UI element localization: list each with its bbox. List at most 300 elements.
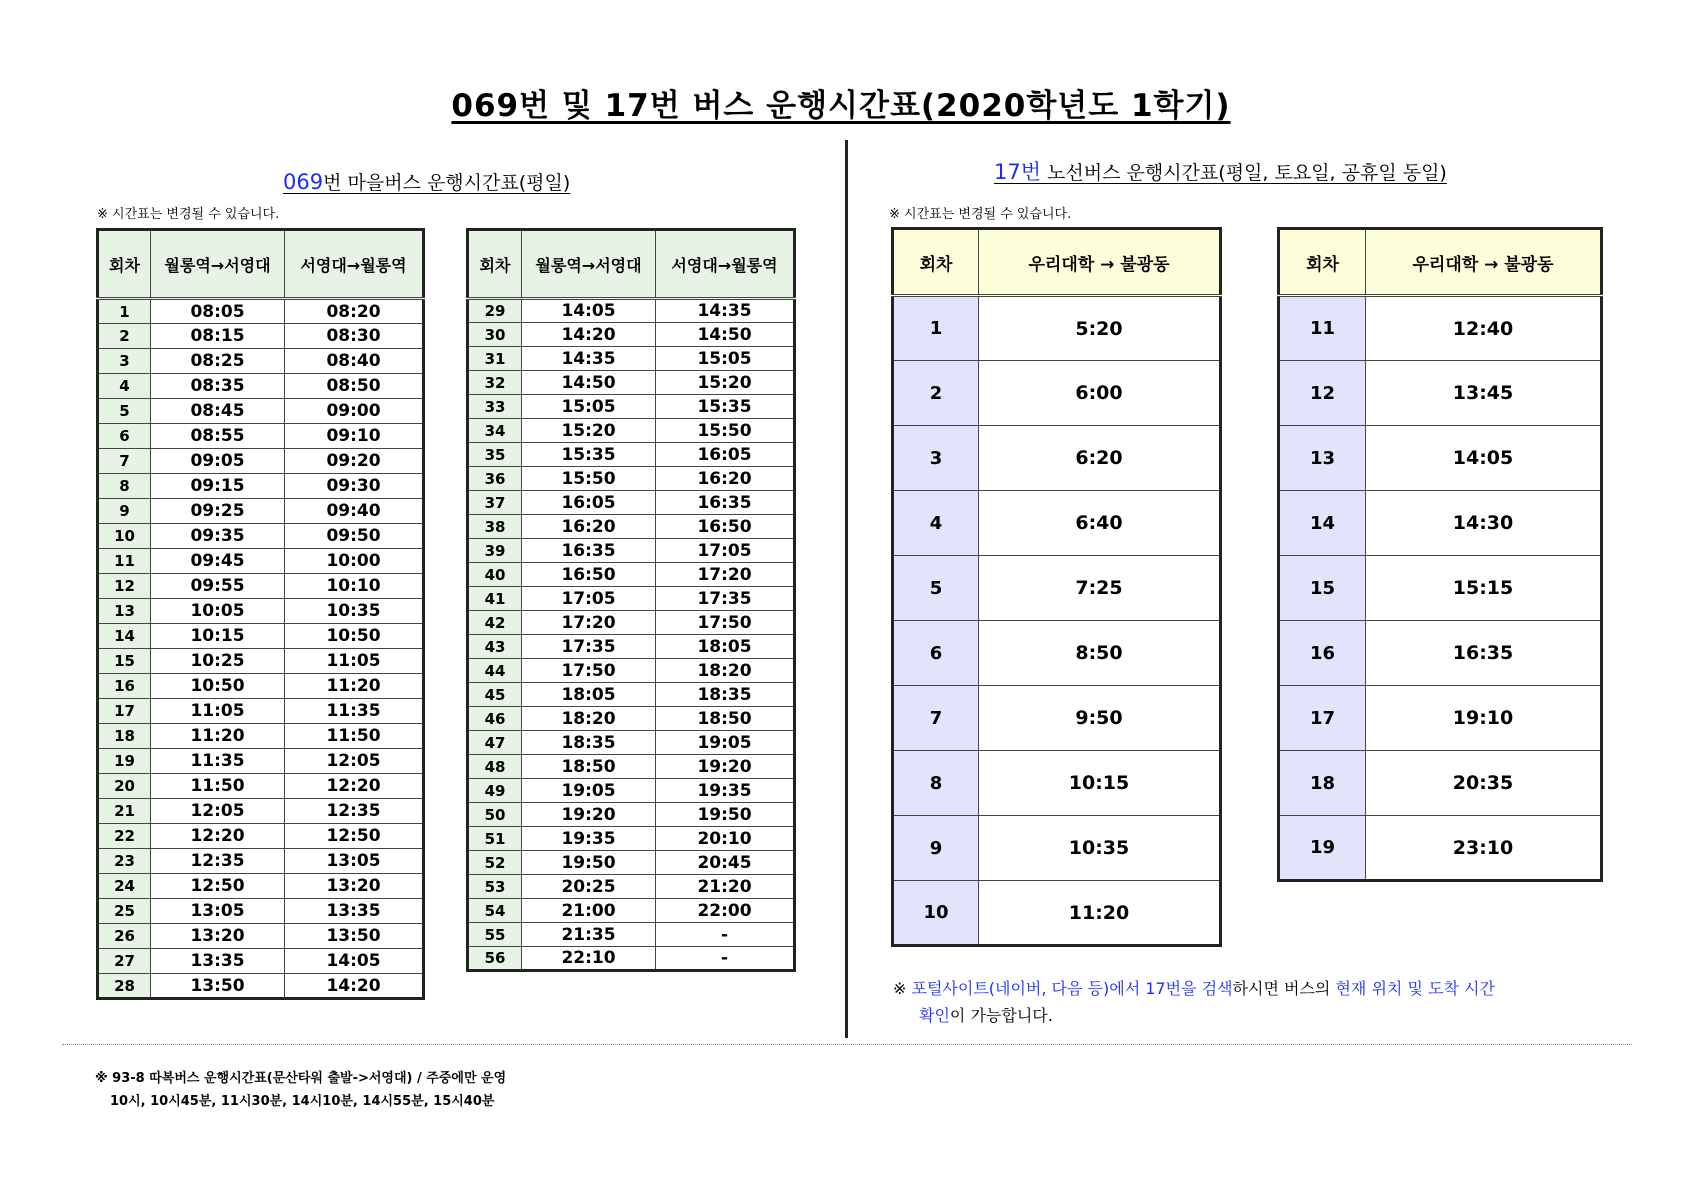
time-cell: 14:35: [522, 347, 656, 371]
time-cell: 15:50: [522, 467, 656, 491]
table-row: [98, 574, 424, 599]
round-cell: 43: [468, 635, 522, 659]
time-cell: 10:10: [285, 574, 424, 599]
table-row: [468, 443, 795, 467]
bus069-table-left: [96, 228, 425, 1000]
table-row: [1279, 296, 1602, 361]
table-row: [98, 549, 424, 574]
table-row: [98, 874, 424, 899]
table-row: [98, 924, 424, 949]
table-row: [468, 755, 795, 779]
bus17-title-rest: 노선버스 운행시간표(평일, 토요일, 공휴일 동일): [1041, 162, 1447, 184]
note-possible: 이 가능합니다.: [949, 1006, 1053, 1025]
time-cell: 14:20: [285, 974, 424, 999]
time-cell: 12:35: [151, 849, 285, 874]
time-cell: 10:50: [285, 624, 424, 649]
header-round: 회차: [893, 229, 979, 296]
time-cell: 6:40: [979, 491, 1221, 556]
time-cell: 22:00: [656, 899, 795, 923]
time-cell: 15:20: [656, 371, 795, 395]
time-cell: 19:10: [1366, 686, 1602, 751]
round-cell: 30: [468, 323, 522, 347]
round-cell: 53: [468, 875, 522, 899]
table-row: [893, 686, 1221, 751]
round-cell: 9: [893, 816, 979, 881]
round-cell: 5: [893, 556, 979, 621]
round-cell: 49: [468, 779, 522, 803]
round-cell: 20: [98, 774, 151, 799]
time-cell: 16:35: [656, 491, 795, 515]
round-cell: 26: [98, 924, 151, 949]
time-cell: 09:05: [151, 449, 285, 474]
table-row: [98, 299, 424, 324]
table-row: [98, 424, 424, 449]
time-cell: 18:05: [656, 635, 795, 659]
time-cell: 11:35: [151, 749, 285, 774]
table-row: [468, 299, 795, 323]
time-cell: 12:05: [285, 749, 424, 774]
time-cell: 16:35: [522, 539, 656, 563]
time-cell: 17:20: [522, 611, 656, 635]
table-row: [468, 779, 795, 803]
table-row: [98, 374, 424, 399]
table-row: [98, 674, 424, 699]
time-cell: 08:15: [151, 324, 285, 349]
time-cell: 19:05: [522, 779, 656, 803]
table-row: [98, 649, 424, 674]
time-cell: 11:50: [285, 724, 424, 749]
time-cell: 15:20: [522, 419, 656, 443]
footer-note: [95, 1067, 506, 1113]
time-cell: 09:30: [285, 474, 424, 499]
table-row: [1279, 556, 1602, 621]
time-cell: 10:50: [151, 674, 285, 699]
time-cell: 11:05: [151, 699, 285, 724]
time-cell: 8:50: [979, 621, 1221, 686]
table-row: [98, 899, 424, 924]
table-row: [98, 349, 424, 374]
table-row: [1279, 426, 1602, 491]
round-cell: 25: [98, 899, 151, 924]
round-cell: 35: [468, 443, 522, 467]
time-cell: 18:35: [656, 683, 795, 707]
section-divider: [845, 140, 848, 1038]
table-row: [893, 361, 1221, 426]
round-cell: 8: [893, 751, 979, 816]
table-row: [468, 347, 795, 371]
table-row: [98, 449, 424, 474]
round-cell: 44: [468, 659, 522, 683]
time-cell: 08:35: [151, 374, 285, 399]
time-cell: 13:35: [151, 949, 285, 974]
round-cell: 11: [98, 549, 151, 574]
time-cell: 12:35: [285, 799, 424, 824]
table-row: [893, 751, 1221, 816]
time-cell: 16:50: [656, 515, 795, 539]
time-cell: 17:35: [522, 635, 656, 659]
round-cell: 11: [1279, 296, 1366, 361]
round-cell: 19: [1279, 816, 1366, 881]
time-cell: 08:30: [285, 324, 424, 349]
table-row: [98, 949, 424, 974]
time-cell: 20:10: [656, 827, 795, 851]
round-cell: 15: [1279, 556, 1366, 621]
bus069-title-rest: 번 마을버스 운행시간표(평일): [323, 172, 571, 194]
round-cell: 47: [468, 731, 522, 755]
round-cell: 5: [98, 399, 151, 424]
table-row: [98, 624, 424, 649]
round-cell: 10: [893, 881, 979, 946]
round-cell: 13: [98, 599, 151, 624]
table-row: [98, 724, 424, 749]
round-cell: 12: [1279, 361, 1366, 426]
round-cell: 15: [98, 649, 151, 674]
time-cell: 18:20: [522, 707, 656, 731]
round-cell: 39: [468, 539, 522, 563]
page-title: 069번 및 17번 버스 운행시간표(2020학년도 1학기): [451, 88, 1231, 124]
round-cell: 14: [1279, 491, 1366, 556]
header-round: 회차: [1279, 229, 1366, 296]
table-row: [893, 556, 1221, 621]
time-cell: 15:15: [1366, 556, 1602, 621]
table-row: [468, 659, 795, 683]
round-cell: 6: [893, 621, 979, 686]
table-row: [98, 399, 424, 424]
round-cell: 54: [468, 899, 522, 923]
round-cell: 40: [468, 563, 522, 587]
time-cell: 5:20: [979, 296, 1221, 361]
time-cell: 18:05: [522, 683, 656, 707]
round-cell: 28: [98, 974, 151, 999]
time-cell: 10:15: [151, 624, 285, 649]
table-row: [893, 881, 1221, 946]
time-cell: 23:10: [1366, 816, 1602, 881]
round-cell: 1: [893, 296, 979, 361]
table-row: [468, 611, 795, 635]
time-cell: 09:25: [151, 499, 285, 524]
table-row: [468, 947, 795, 971]
time-cell: 08:05: [151, 299, 285, 324]
table-row: [98, 699, 424, 724]
time-cell: 15:50: [656, 419, 795, 443]
time-cell: 09:10: [285, 424, 424, 449]
bus069-title: [283, 168, 570, 195]
time-cell: 17:35: [656, 587, 795, 611]
time-cell: 17:20: [656, 563, 795, 587]
portal-search-note: [893, 975, 1603, 1029]
time-cell: 12:20: [285, 774, 424, 799]
time-cell: 15:05: [656, 347, 795, 371]
round-cell: 16: [1279, 621, 1366, 686]
table-row: [468, 731, 795, 755]
time-cell: 15:35: [656, 395, 795, 419]
time-cell: 19:35: [656, 779, 795, 803]
round-cell: 13: [1279, 426, 1366, 491]
footer-line-1: ※ 93-8 따복버스 운행시간표(문산타워 출발->서영대) / 주중에만 운영: [95, 1071, 507, 1086]
dotted-separator: [62, 1044, 1632, 1045]
table-row: [468, 563, 795, 587]
table-row: [98, 824, 424, 849]
bus17-title-number: 17번: [994, 160, 1042, 184]
round-cell: 16: [98, 674, 151, 699]
table-row: [468, 323, 795, 347]
round-cell: 41: [468, 587, 522, 611]
time-cell: 10:15: [979, 751, 1221, 816]
time-cell: 14:30: [1366, 491, 1602, 556]
time-cell: 08:20: [285, 299, 424, 324]
round-cell: 27: [98, 949, 151, 974]
header-round: 회차: [98, 230, 151, 299]
table-row: [468, 827, 795, 851]
time-cell: -: [656, 923, 795, 947]
table-row: [893, 621, 1221, 686]
round-cell: 56: [468, 947, 522, 971]
round-cell: 33: [468, 395, 522, 419]
round-cell: 31: [468, 347, 522, 371]
time-cell: 9:50: [979, 686, 1221, 751]
header-round: 회차: [468, 230, 522, 299]
header-univ-to-bulgwang: 우리대학 → 불광동: [979, 229, 1221, 296]
round-cell: 48: [468, 755, 522, 779]
round-cell: 1: [98, 299, 151, 324]
table-row: [98, 599, 424, 624]
table-row: [1279, 361, 1602, 426]
time-cell: 16:20: [656, 467, 795, 491]
table-row: [1279, 751, 1602, 816]
time-cell: 13:35: [285, 899, 424, 924]
round-cell: 18: [98, 724, 151, 749]
time-cell: 22:10: [522, 947, 656, 971]
time-cell: 13:50: [285, 924, 424, 949]
time-cell: 16:05: [522, 491, 656, 515]
time-cell: 08:25: [151, 349, 285, 374]
round-cell: 6: [98, 424, 151, 449]
time-cell: 08:40: [285, 349, 424, 374]
time-cell: 14:05: [1366, 426, 1602, 491]
table-row: [468, 539, 795, 563]
round-cell: 18: [1279, 751, 1366, 816]
round-cell: 12: [98, 574, 151, 599]
table-row: [98, 499, 424, 524]
time-cell: 13:20: [285, 874, 424, 899]
round-cell: 38: [468, 515, 522, 539]
time-cell: 08:45: [151, 399, 285, 424]
note-mark: ※: [893, 979, 912, 998]
bus17-title: [994, 156, 1447, 186]
round-cell: 36: [468, 467, 522, 491]
table-row: [893, 816, 1221, 881]
time-cell: -: [656, 947, 795, 971]
time-cell: 13:50: [151, 974, 285, 999]
time-cell: 15:35: [522, 443, 656, 467]
time-cell: 20:45: [656, 851, 795, 875]
round-cell: 42: [468, 611, 522, 635]
time-cell: 19:05: [656, 731, 795, 755]
round-cell: 21: [98, 799, 151, 824]
table-row: [468, 851, 795, 875]
time-cell: 17:05: [522, 587, 656, 611]
bus069-notice: ※ 시간표는 변경될 수 있습니다.: [97, 207, 280, 222]
header-seoyoung-to-wollong: 서영대→월롱역: [656, 230, 795, 299]
note-realtime: 현재 위치 및 도착 시간: [1335, 979, 1495, 998]
table-row: [468, 707, 795, 731]
table-row: [468, 467, 795, 491]
table-row: [98, 524, 424, 549]
time-cell: 19:50: [522, 851, 656, 875]
round-cell: 3: [893, 426, 979, 491]
time-cell: 12:05: [151, 799, 285, 824]
time-cell: 08:55: [151, 424, 285, 449]
time-cell: 14:20: [522, 323, 656, 347]
time-cell: 7:25: [979, 556, 1221, 621]
time-cell: 10:35: [979, 816, 1221, 881]
time-cell: 14:50: [656, 323, 795, 347]
round-cell: 24: [98, 874, 151, 899]
time-cell: 18:20: [656, 659, 795, 683]
bus17-table-left: [891, 227, 1222, 947]
table-row: [893, 426, 1221, 491]
header-wollong-to-seoyoung: 월롱역→서영대: [151, 230, 285, 299]
table-row: [98, 324, 424, 349]
round-cell: 17: [1279, 686, 1366, 751]
time-cell: 6:00: [979, 361, 1221, 426]
table-row: [1279, 491, 1602, 556]
header-univ-to-bulgwang: 우리대학 → 불광동: [1366, 229, 1602, 296]
time-cell: 09:50: [285, 524, 424, 549]
round-cell: 51: [468, 827, 522, 851]
time-cell: 17:05: [656, 539, 795, 563]
time-cell: 09:00: [285, 399, 424, 424]
table-row: [468, 395, 795, 419]
round-cell: 45: [468, 683, 522, 707]
time-cell: 12:50: [285, 824, 424, 849]
table-row: [468, 899, 795, 923]
time-cell: 11:20: [151, 724, 285, 749]
time-cell: 12:40: [1366, 296, 1602, 361]
round-cell: 34: [468, 419, 522, 443]
time-cell: 10:25: [151, 649, 285, 674]
time-cell: 13:05: [151, 899, 285, 924]
time-cell: 10:05: [151, 599, 285, 624]
table-row: [468, 419, 795, 443]
table-row: [1279, 686, 1602, 751]
time-cell: 11:20: [979, 881, 1221, 946]
table-row: [98, 774, 424, 799]
round-cell: 23: [98, 849, 151, 874]
round-cell: 22: [98, 824, 151, 849]
time-cell: 10:00: [285, 549, 424, 574]
time-cell: 11:05: [285, 649, 424, 674]
note-portal-search: 포털사이트(네이버, 다음 등)에서 17번을 검색: [911, 979, 1233, 998]
time-cell: 20:25: [522, 875, 656, 899]
table-row: [468, 587, 795, 611]
table-row: [468, 803, 795, 827]
round-cell: 3: [98, 349, 151, 374]
time-cell: 21:20: [656, 875, 795, 899]
time-cell: 16:35: [1366, 621, 1602, 686]
round-cell: 55: [468, 923, 522, 947]
time-cell: 16:50: [522, 563, 656, 587]
time-cell: 11:20: [285, 674, 424, 699]
time-cell: 16:05: [656, 443, 795, 467]
time-cell: 13:45: [1366, 361, 1602, 426]
table-row: [98, 799, 424, 824]
time-cell: 21:35: [522, 923, 656, 947]
bus069-table-right: [466, 228, 796, 972]
time-cell: 08:50: [285, 374, 424, 399]
table-row: [98, 474, 424, 499]
table-row: [468, 635, 795, 659]
table-row: [1279, 816, 1602, 881]
round-cell: 10: [98, 524, 151, 549]
note-text: 하시면 버스의: [1232, 979, 1336, 998]
round-cell: 32: [468, 371, 522, 395]
table-row: [468, 683, 795, 707]
round-cell: 2: [98, 324, 151, 349]
time-cell: 19:50: [656, 803, 795, 827]
round-cell: 2: [893, 361, 979, 426]
time-cell: 09:40: [285, 499, 424, 524]
time-cell: 09:45: [151, 549, 285, 574]
round-cell: 19: [98, 749, 151, 774]
time-cell: 14:05: [285, 949, 424, 974]
round-cell: 8: [98, 474, 151, 499]
time-cell: 14:35: [656, 299, 795, 323]
time-cell: 11:35: [285, 699, 424, 724]
time-cell: 21:00: [522, 899, 656, 923]
time-cell: 12:50: [151, 874, 285, 899]
time-cell: 13:05: [285, 849, 424, 874]
time-cell: 09:20: [285, 449, 424, 474]
round-cell: 29: [468, 299, 522, 323]
table-row: [98, 849, 424, 874]
note-check: 확인: [919, 1006, 950, 1025]
time-cell: 18:50: [656, 707, 795, 731]
time-cell: 17:50: [522, 659, 656, 683]
round-cell: 46: [468, 707, 522, 731]
time-cell: 09:55: [151, 574, 285, 599]
table-row: [468, 371, 795, 395]
header-seoyoung-to-wollong: 서영대→월롱역: [285, 230, 424, 299]
time-cell: 18:35: [522, 731, 656, 755]
time-cell: 09:35: [151, 524, 285, 549]
time-cell: 11:50: [151, 774, 285, 799]
time-cell: 09:15: [151, 474, 285, 499]
time-cell: 12:20: [151, 824, 285, 849]
time-cell: 19:20: [522, 803, 656, 827]
time-cell: 18:50: [522, 755, 656, 779]
round-cell: 17: [98, 699, 151, 724]
time-cell: 6:20: [979, 426, 1221, 491]
time-cell: 20:35: [1366, 751, 1602, 816]
round-cell: 4: [98, 374, 151, 399]
round-cell: 52: [468, 851, 522, 875]
time-cell: 17:50: [656, 611, 795, 635]
footer-line-2: 10시, 10시45분, 11시30분, 14시10분, 14시55분, 15시40분: [110, 1094, 495, 1109]
table-row: [468, 515, 795, 539]
table-row: [893, 296, 1221, 361]
time-cell: 16:20: [522, 515, 656, 539]
time-cell: 14:50: [522, 371, 656, 395]
table-row: [468, 491, 795, 515]
table-row: [98, 974, 424, 999]
round-cell: 50: [468, 803, 522, 827]
table-row: [468, 923, 795, 947]
table-row: [893, 491, 1221, 556]
time-cell: 19:20: [656, 755, 795, 779]
time-cell: 15:05: [522, 395, 656, 419]
round-cell: 14: [98, 624, 151, 649]
